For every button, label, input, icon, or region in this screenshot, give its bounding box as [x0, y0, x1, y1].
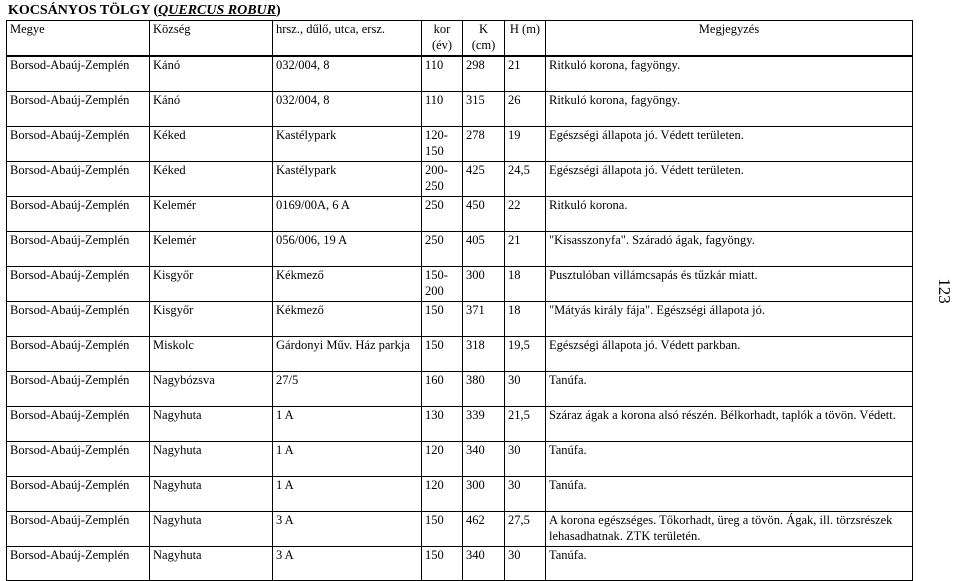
cell-height: 19	[505, 127, 546, 162]
cell-age: 150	[422, 337, 463, 372]
cell-girth: 462	[463, 512, 505, 547]
table-row	[7, 547, 913, 581]
cell-county: Borsod-Abaúj-Zemplén	[7, 56, 150, 92]
cell-village: Nagybózsva	[150, 372, 273, 407]
table-row	[7, 232, 913, 267]
cell-village: Miskolc	[150, 337, 273, 372]
cell-age: 120-150	[422, 127, 463, 162]
cell-village: Kisgyőr	[150, 267, 273, 302]
cell-girth: 298	[463, 56, 505, 92]
cell-county: Borsod-Abaúj-Zemplén	[7, 337, 150, 372]
cell-parcel: Gárdonyi Műv. Ház parkja	[273, 337, 422, 372]
cell-girth: 278	[463, 127, 505, 162]
cell-girth: 450	[463, 197, 505, 232]
table-row	[7, 302, 913, 337]
table-row	[7, 197, 913, 232]
table-row	[7, 407, 913, 442]
cell-parcel: Kastélypark	[273, 162, 422, 197]
cell-county: Borsod-Abaúj-Zemplén	[7, 477, 150, 512]
page-number: 123	[935, 278, 954, 304]
cell-age: 120	[422, 477, 463, 512]
cell-parcel: 1 A	[273, 477, 422, 512]
cell-county: Borsod-Abaúj-Zemplén	[7, 232, 150, 267]
cell-note: "Kisasszonyfa". Száradó ágak, fagyöngy.	[546, 232, 913, 267]
cell-girth: 340	[463, 547, 505, 581]
cell-age: 110	[422, 56, 463, 92]
cell-girth: 315	[463, 92, 505, 127]
cell-height: 26	[505, 92, 546, 127]
cell-note: Tanúfa.	[546, 477, 913, 512]
cell-girth: 405	[463, 232, 505, 267]
cell-county: Borsod-Abaúj-Zemplén	[7, 127, 150, 162]
cell-age: 150	[422, 302, 463, 337]
cell-parcel: 0169/00A, 6 A	[273, 197, 422, 232]
cell-age: 150-200	[422, 267, 463, 302]
cell-girth: 318	[463, 337, 505, 372]
cell-village: Kéked	[150, 127, 273, 162]
cell-girth: 300	[463, 267, 505, 302]
table-row	[7, 477, 913, 512]
header-note: Megjegyzés	[546, 21, 913, 57]
table-row	[7, 127, 913, 162]
cell-county: Borsod-Abaúj-Zemplén	[7, 407, 150, 442]
cell-note: Tanúfa.	[546, 547, 913, 581]
cell-age: 110	[422, 92, 463, 127]
cell-age: 200-250	[422, 162, 463, 197]
cell-height: 27,5	[505, 512, 546, 547]
table-row	[7, 337, 913, 372]
cell-parcel: 1 A	[273, 407, 422, 442]
cell-parcel: 3 A	[273, 512, 422, 547]
cell-girth: 300	[463, 477, 505, 512]
table-row	[7, 512, 913, 547]
cell-village: Nagyhuta	[150, 477, 273, 512]
title-latin-name: QUERCUS ROBUR	[158, 3, 277, 18]
table-row	[7, 372, 913, 407]
cell-county: Borsod-Abaúj-Zemplén	[7, 162, 150, 197]
cell-age: 250	[422, 197, 463, 232]
cell-village: Kánó	[150, 92, 273, 127]
cell-note: Száraz ágak a korona alsó részén. Bélkorhadt, taplók a tövön. Védett.	[546, 407, 913, 442]
cell-girth: 340	[463, 442, 505, 477]
cell-county: Borsod-Abaúj-Zemplén	[7, 267, 150, 302]
tree-table	[6, 20, 913, 581]
cell-note: Tanúfa.	[546, 372, 913, 407]
cell-parcel: Kastélypark	[273, 127, 422, 162]
header-county: Megye	[7, 21, 150, 57]
cell-height: 19,5	[505, 337, 546, 372]
cell-village: Kelemér	[150, 197, 273, 232]
cell-village: Kisgyőr	[150, 302, 273, 337]
header-parcel: hrsz., dűlő, utca, ersz.	[273, 21, 422, 57]
cell-note: Egészségi állapota jó. Védett parkban.	[546, 337, 913, 372]
cell-note: "Mátyás király fája". Egészségi állapota jó.	[546, 302, 913, 337]
cell-parcel: 032/004, 8	[273, 56, 422, 92]
cell-village: Nagyhuta	[150, 442, 273, 477]
cell-height: 18	[505, 302, 546, 337]
cell-parcel: 3 A	[273, 547, 422, 581]
cell-parcel: Kékmező	[273, 267, 422, 302]
table-row	[7, 267, 913, 302]
cell-county: Borsod-Abaúj-Zemplén	[7, 512, 150, 547]
header-village: Község	[150, 21, 273, 57]
cell-county: Borsod-Abaúj-Zemplén	[7, 92, 150, 127]
page-title	[8, 3, 281, 19]
table-row	[7, 92, 913, 127]
table-body	[7, 56, 913, 581]
table-row	[7, 162, 913, 197]
cell-height: 18	[505, 267, 546, 302]
cell-age: 250	[422, 232, 463, 267]
title-suffix: )	[276, 3, 281, 18]
cell-height: 21,5	[505, 407, 546, 442]
cell-height: 24,5	[505, 162, 546, 197]
cell-note: A korona egészséges. Tőkorhadt, üreg a tövön. Ágak, ill. törzsrészek lehasadhatnak. ZTK területén.	[546, 512, 913, 547]
cell-height: 30	[505, 547, 546, 581]
header-girth: K (cm)	[463, 21, 505, 57]
cell-parcel: 056/006, 19 A	[273, 232, 422, 267]
cell-note: Pusztulóban villámcsapás és tűzkár miatt.	[546, 267, 913, 302]
cell-village: Nagyhuta	[150, 547, 273, 581]
cell-village: Kéked	[150, 162, 273, 197]
cell-note: Egészségi állapota jó. Védett területen.	[546, 162, 913, 197]
cell-girth: 380	[463, 372, 505, 407]
cell-height: 30	[505, 372, 546, 407]
title-prefix: KOCSÁNYOS TÖLGY (	[8, 3, 159, 18]
cell-parcel: 1 A	[273, 442, 422, 477]
cell-parcel: 032/004, 8	[273, 92, 422, 127]
cell-parcel: 27/5	[273, 372, 422, 407]
cell-county: Borsod-Abaúj-Zemplén	[7, 442, 150, 477]
cell-height: 21	[505, 232, 546, 267]
cell-village: Nagyhuta	[150, 407, 273, 442]
cell-girth: 339	[463, 407, 505, 442]
table-row	[7, 56, 913, 92]
cell-age: 150	[422, 547, 463, 581]
cell-county: Borsod-Abaúj-Zemplén	[7, 372, 150, 407]
cell-height: 30	[505, 477, 546, 512]
cell-village: Kánó	[150, 56, 273, 92]
cell-note: Ritkuló korona.	[546, 197, 913, 232]
cell-village: Kelemér	[150, 232, 273, 267]
cell-age: 160	[422, 372, 463, 407]
cell-county: Borsod-Abaúj-Zemplén	[7, 547, 150, 581]
header-height: H (m)	[505, 21, 546, 57]
table-row	[7, 442, 913, 477]
cell-girth: 425	[463, 162, 505, 197]
cell-county: Borsod-Abaúj-Zemplén	[7, 197, 150, 232]
header-age: kor (év)	[422, 21, 463, 57]
cell-height: 21	[505, 56, 546, 92]
cell-height: 22	[505, 197, 546, 232]
cell-county: Borsod-Abaúj-Zemplén	[7, 302, 150, 337]
cell-age: 150	[422, 512, 463, 547]
cell-note: Ritkuló korona, fagyöngy.	[546, 56, 913, 92]
table-header-row	[7, 21, 913, 57]
cell-note: Ritkuló korona, fagyöngy.	[546, 92, 913, 127]
cell-height: 30	[505, 442, 546, 477]
cell-age: 130	[422, 407, 463, 442]
cell-age: 120	[422, 442, 463, 477]
cell-village: Nagyhuta	[150, 512, 273, 547]
cell-note: Egészségi állapota jó. Védett területen.	[546, 127, 913, 162]
cell-parcel: Kékmező	[273, 302, 422, 337]
cell-girth: 371	[463, 302, 505, 337]
cell-note: Tanúfa.	[546, 442, 913, 477]
